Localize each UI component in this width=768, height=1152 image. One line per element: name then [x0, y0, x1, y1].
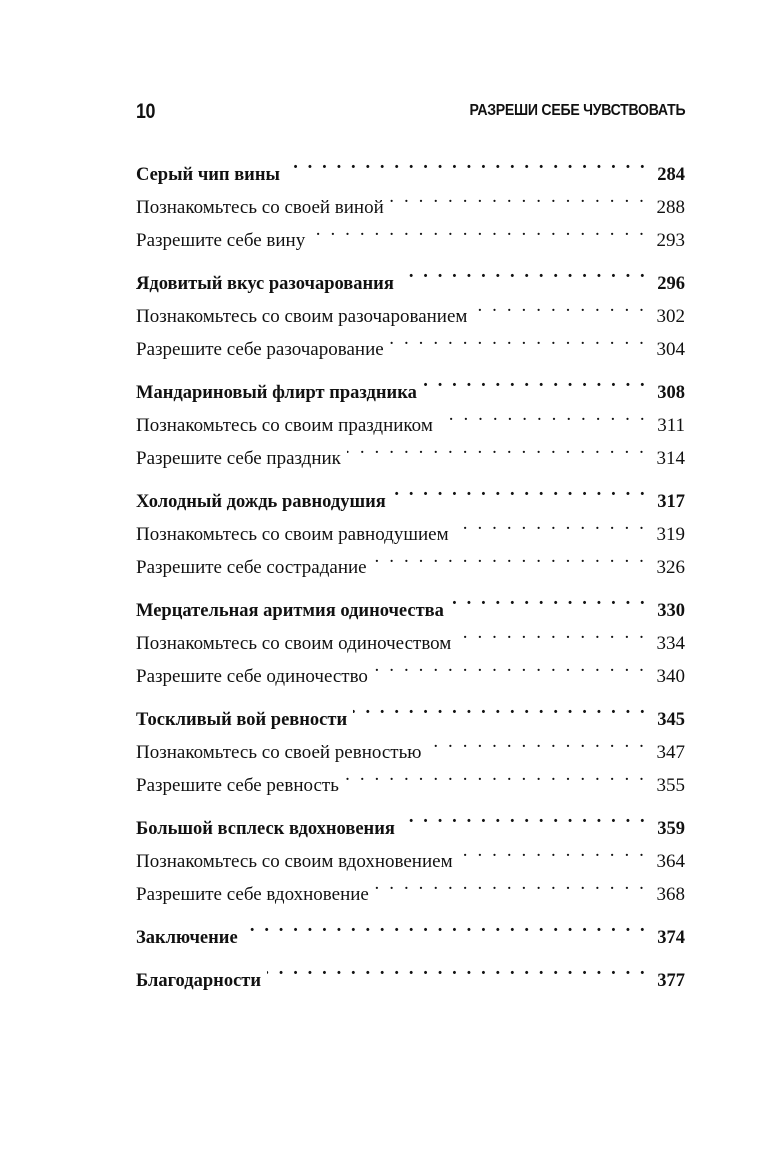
toc-chapter-page: 377 [657, 971, 685, 991]
toc-entry-title: Познакомьтесь со своим одиночеством [136, 633, 452, 654]
toc-chapter-row [136, 583, 685, 621]
toc-section [136, 801, 685, 905]
toc-entry-title: Разрешите себе ревность [136, 775, 339, 796]
book-title: РАЗРЕШИ СЕБЕ ЧУВСТВОВАТЬ [469, 102, 685, 119]
toc-dot-leader [375, 867, 647, 900]
toc-section [136, 910, 685, 948]
toc-chapter-row [136, 256, 685, 294]
toc-entry-title: Познакомьтесь со своим праздником [136, 415, 433, 436]
toc-dot-leader [286, 147, 647, 180]
toc-dot-leader [423, 365, 647, 398]
toc-dot-leader [373, 540, 647, 573]
toc-dot-leader [244, 910, 648, 943]
toc-chapter-title: Мерцательная аритмия одиночества [136, 601, 444, 621]
toc-entry-page: 302 [656, 306, 685, 327]
toc-entry-title: Разрешите себе сострадание [136, 557, 367, 578]
toc-chapter-title: Серый чип вины [136, 165, 280, 185]
toc-entry-page: 314 [656, 448, 685, 469]
toc-entry-title: Разрешите себе одиночество [136, 666, 368, 687]
toc-chapter-title: Благодарности [136, 971, 262, 991]
toc-dot-leader [374, 649, 647, 682]
toc-dot-leader [473, 289, 646, 322]
toc-dot-leader [390, 322, 647, 355]
toc-chapter-page: 330 [657, 601, 685, 621]
toc-entry-page: 355 [656, 775, 685, 796]
toc-chapter-page: 374 [657, 928, 685, 948]
toc-dot-leader [455, 507, 647, 540]
toc-entry-title: Разрешите себе вдохновение [136, 884, 369, 905]
toc-dot-leader [457, 616, 646, 649]
toc-entry-title: Разрешите себе вину [136, 230, 306, 251]
toc-chapter-row [136, 365, 685, 403]
toc-chapter-page: 284 [657, 165, 685, 185]
toc-entry-page: 347 [656, 742, 685, 763]
toc-chapter-title: Большой всплеск вдохновения [136, 819, 395, 839]
toc-entry-page: 368 [656, 884, 685, 905]
toc-chapter-row [136, 147, 685, 185]
toc-entry-page: 304 [656, 339, 685, 360]
toc-entry-page: 326 [656, 557, 685, 578]
toc-chapter-row [136, 910, 685, 948]
toc-entry-page: 293 [656, 230, 685, 251]
toc-entry-title: Познакомьтесь со своим вдохновением [136, 851, 453, 872]
toc-entry-page: 288 [656, 197, 685, 218]
toc-dot-leader [390, 180, 647, 213]
toc-dot-leader [345, 758, 647, 791]
toc-dot-leader [459, 834, 647, 867]
toc-chapter-title: Мандариновый флирт праздника [136, 383, 417, 403]
toc-entry-title: Познакомьтесь со своим разочарованием [136, 306, 468, 327]
toc-chapter-page: 296 [657, 274, 685, 294]
toc-entry-page: 334 [656, 633, 685, 654]
toc-dot-leader [450, 583, 647, 616]
toc-chapter-row [136, 692, 685, 730]
toc-chapter-page: 317 [657, 492, 685, 512]
toc-chapter-title: Тоскливый вой ревности [136, 710, 348, 730]
toc-entry-page: 311 [657, 415, 685, 436]
toc-dot-leader [401, 801, 647, 834]
toc-dot-leader [439, 398, 647, 431]
toc-entry-title: Разрешите себе разочарование [136, 339, 384, 360]
toc-chapter-row [136, 474, 685, 512]
toc-dot-leader [353, 692, 647, 725]
toc-section [136, 953, 685, 991]
toc-entry-title: Познакомьтесь со своим равнодушием [136, 524, 449, 545]
toc-section [136, 474, 685, 578]
toc-chapter-page: 359 [657, 819, 685, 839]
page-number: 10 [136, 100, 156, 123]
toc-chapter-page: 308 [657, 383, 685, 403]
toc-section [136, 365, 685, 469]
toc-entry-title: Познакомьтесь со своей виной [136, 197, 384, 218]
toc-chapter-title: Заключение [136, 928, 238, 948]
toc-chapter-page: 345 [657, 710, 685, 730]
toc-entry-page: 364 [656, 851, 685, 872]
toc-section [136, 256, 685, 360]
toc-chapter-row [136, 953, 685, 991]
running-head [136, 100, 685, 130]
toc-dot-leader [311, 213, 646, 246]
toc-dot-leader [347, 431, 647, 464]
toc-chapter-title: Ядовитый вкус разочарования [136, 274, 394, 294]
toc-entry-page: 340 [656, 666, 685, 687]
toc-entry-title: Разрешите себе праздник [136, 448, 341, 469]
toc-entry-page: 319 [656, 524, 685, 545]
toc-section [136, 583, 685, 687]
toc-chapter-row [136, 801, 685, 839]
toc-section [136, 147, 685, 251]
toc-dot-leader [400, 256, 647, 289]
toc-chapter-title: Холодный дождь равнодушия [136, 492, 386, 512]
toc-dot-leader [392, 474, 647, 507]
table-of-contents [136, 147, 685, 996]
toc-section [136, 692, 685, 796]
toc-dot-leader [267, 953, 647, 986]
toc-dot-leader [427, 725, 646, 758]
toc-entry-title: Познакомьтесь со своей ревностью [136, 742, 422, 763]
